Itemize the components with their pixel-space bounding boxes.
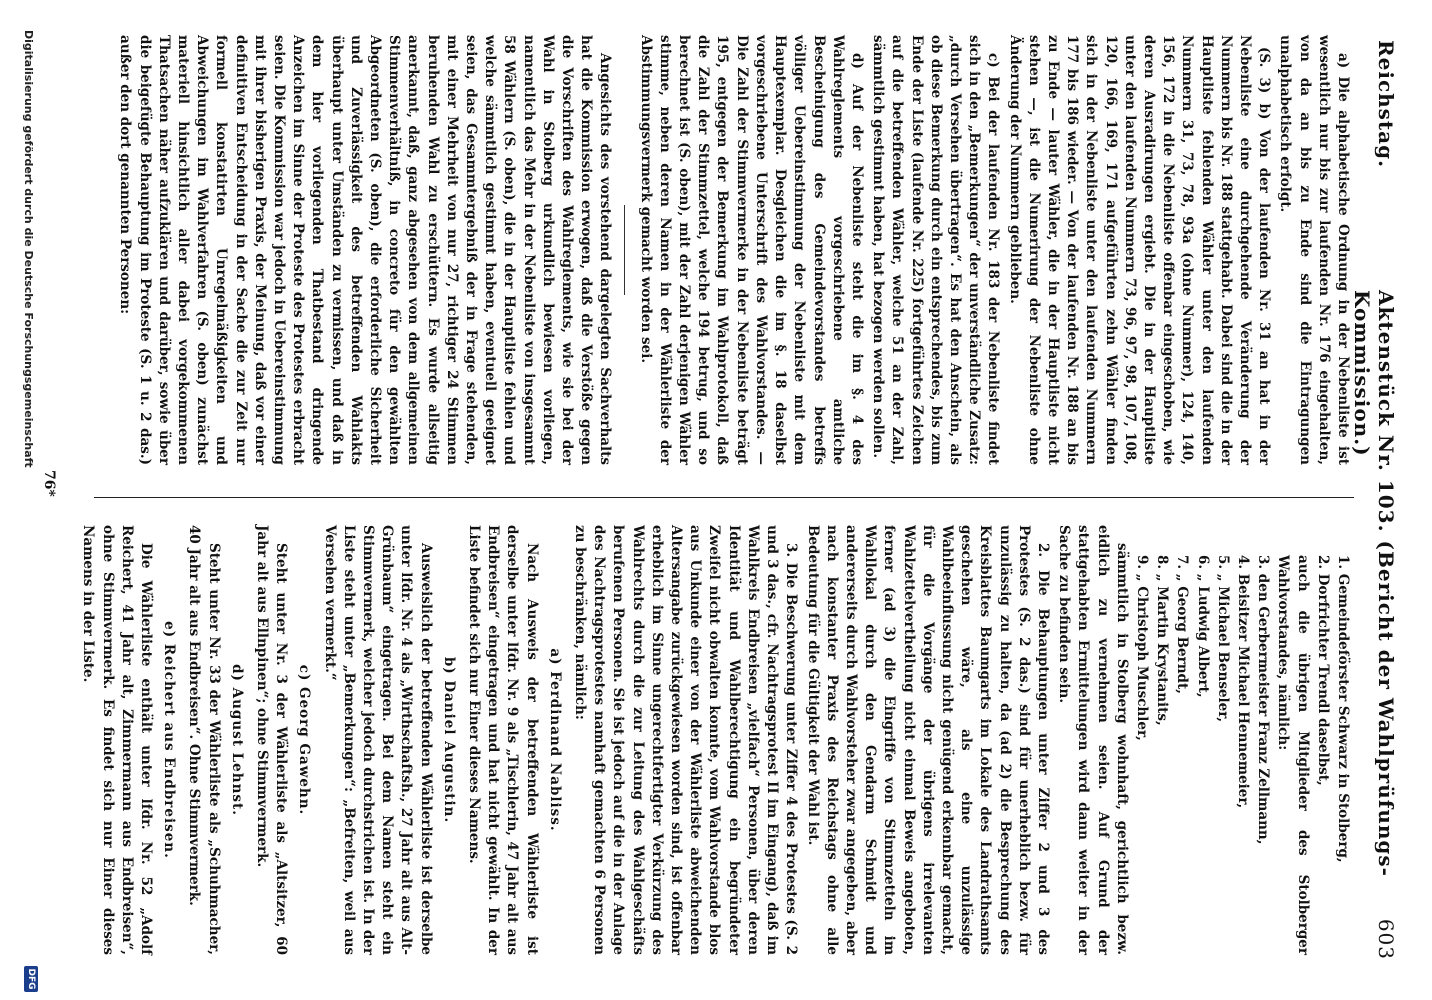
list-line: 6. „ Ludwig Albert, xyxy=(1194,555,1211,698)
list-line: 5. „ Michael Benseler, xyxy=(1214,555,1231,723)
paragraph: Steht unter Nr. 33 der Wählerliste als „Schuhmacher, 40 Jahr alt aus Endbreisen“. Ohne Stimmvermerk. xyxy=(186,525,222,955)
header-left: Reichstag. xyxy=(1374,40,1398,169)
paragraph: 2. Die Behauptungen unter Ziffer 2 und 3 des Protestes (S. 2 das.) sind für unerheblich bezw. für unzulässig zu halten, da (ad 2) die Besprechung des Kreisblattes Baumgarts im Lokale des Landrathsamts geschehen wäre, als eine unzulässige Wahlbeeinflussung nicht genügend erkennbar gemacht, für die Vorgänge der übrigens irrelevanten Wahlzettelvertheilung nicht einmal Beweis angeboten, ferner (ad 3) die Eingriffe von Stimmzetteln im Wahllokal durch den Gendarm Schmidt und andererseits durch Wahlvorsteher zwar angegeben, aber nach konstanter Praxis des Reichstags ohne alle Bedeutung für die Gültigkeit der Wahl ist. xyxy=(804,525,1051,955)
list-line: 2. Dorfrichter Trendl daselbst, xyxy=(1314,555,1331,786)
left-column xyxy=(113,35,1352,465)
section-rule xyxy=(624,205,625,295)
name-heading: d) August Lehnst. xyxy=(228,664,245,816)
paragraph: Angesichts des vorstehend dargelegten Sachverhalts hat die Kommission erwogen, daß die Verstöße gegen die Vorschriften des Wahlreglements, wie sie bei der Wahl in Stolberg urkundlich bewiesen vorliegen, namentlich das Mehr in der Nebenliste von insgesammt 58 Wählern (S. oben), die in der Hauptliste fehlen und welche sämmtlich gestimmt haben, eventuell geeignet seien, das Gesammtergebniß der in Frage stehenden, mit einer Mehrheit von nur 27, richtiger 24 Stimmen beruhenden Wahl zu erschüttern. Es wurde allseitig anerkannt, daß, ganz abgesehen von dem allgemeinen Stimmenverhältniß, in concreto für den gewählten Abgeordneten (S. oben), die erforderliche Sicherheit und Zuverlässigkeit des betreffenden Wahlakts überhaupt unter Umständen zu vermissen, und daß in dem hier vorliegenden Thatbestand dringende Anzeichen im Sinne der Proteste des Protestes erbracht seien. Die Kommission war jedoch in Uebereinstimmung mit ihrer bisherigen Praxis, der Meinung, daß vor einer definitiven Entscheidung in der Sache die zur Zeit nur formell konstatirten Unregelmäßigkeiten und Abweichungen im Wahlverfahren (S. oben) zunächst materiell hinsichtlich aller dabei vorgekommenen Thatsachen näher aufzuklären und darüber, sowie über die beigefügte Behauptung im Proteste (S. 1 u. 2 das.) außer den dort genannten Personen: xyxy=(117,35,614,465)
margin-note: (S. 3) xyxy=(1256,47,1273,104)
digitization-sidebar xyxy=(18,0,40,1000)
paragraph: Steht unter Nr. 3 der Wählerliste als „Altsitzer, 60 Jahr alt aus Ellnpinen“; ohne Stimmvermerk. xyxy=(254,525,290,955)
paragraph: Die Wählerliste enthält unter lfdr. Nr. 52 „Adolf Reichert, 41 Jahr alt, Zimmermann aus Endbreisen“, ohne Stimmvermerk. Es findet sich nur Einer dieses Namens in der Liste. xyxy=(80,525,155,955)
page-header xyxy=(1350,40,1404,960)
paragraph: a) Die alphabetische Ordnung in der Nebenliste ist wesentlich nur bis zur laufenden Nr. 176 eingehalten, von da an bis zu Ende sind die Eintragungen unalphabetisch erfolgt. xyxy=(1277,35,1351,465)
name-heading: c) Georg Gawehn. xyxy=(296,664,313,816)
paragraph: d) Auf der Nebenliste steht die im §. 4 des Wahlreglements vorgeschriebene amtliche Bescheinigung des Gemeindevorstandes betreffs völliger Uebereinstimmung der Nebenliste mit dem Hauptexemplar. Desgleichen die im §. 18 daselbst vorgeschriebene Unterschrift des Wahlvorstandes. — Die Zahl der Stimmvermerke in der Nebenliste beträgt 195, entgegen der Bemerkung im Wahlprotokoll, daß die Zahl der Stimmzettel, welche 194 betrug, und so berechnet ist (S. oben), mit der Zahl derjenigen Wähler stimme, neben deren Namen in der Wählerliste der Abstimmungsvermerk gemacht worden sei. xyxy=(637,35,865,465)
paragraph: (S. 3) b) Von der laufenden Nr. 31 an hat in der Nebenliste eine durchgehende Veränderung der Nummern bis Nr. 188 stattgehabt. Dabei sind die in der Hauptliste fehlenden Wähler unter den laufenden Nummern 31, 73, 78, 93a (ohne Nummer), 124, 140, 156, 172 in die Nebenliste offenbar eingeschoben, wie deren Ausradirungen ergiebt. Die in der Hauptliste unter den laufenden Nummern 73, 96, 97, 98, 107, 108, 120, 166, 169, 171 aufgeführten zehn Wähler finden sich in der Nebenliste unter den laufenden Nummern 177 bis 186 wieder. — Von der laufenden Nr. 188 an bis zu Ende — lauter Wähler, die in der Hauptliste nicht stehen —, ist die Numerirung der Nebenliste ohne Änderung der Nummern geblieben. xyxy=(1006,35,1273,465)
page-number: 603 xyxy=(1374,918,1398,960)
paragraph: sämmtlich in Stolberg wohnhaft, gerichtlich bezw. eidlich zu vernehmen seien. Auf Grund der stattgehabten Ermittelungen wird dann weiter in der Sache zu befinden sein. xyxy=(1056,525,1130,955)
list-line: 7. „ Georg Berndt, xyxy=(1174,555,1191,694)
paragraph: c) Bei der laufenden Nr. 183 der Nebenliste findet sich in den „Bemerkungen“ der unverständliche Zusatz: „durch Versehen übertragen“. Es hat den Anschein, als ob diese Bemerkung durch ein entsprechendes, bis zum Ende der Liste (laufende Nr. 225) fortgeführtes Zeichen auf die betreffenden Wähler, welche 51 an der Zahl, sämmtlich gestimmt haben, hat bezogen werden sollen. xyxy=(870,35,1002,465)
list-line: 3. den Gerbermeister Franz Zellmann, xyxy=(1255,555,1272,845)
header-center: Aktenstück Nr. 103. (Bericht der Wahlprüfungs-Kommission.) xyxy=(1350,290,1398,877)
sidebar-text: Digitalisierung gefördert durch die Deutsche Forschungsgemeinschaft xyxy=(22,30,35,468)
list-line: 4. Beisitzer Michael Hennemeier, xyxy=(1234,555,1251,809)
paragraph: Ausweislich der betreffenden Wählerliste ist derselbe unter lfdr. Nr. 4 als „Wirthschaftsh., 27 Jahr alt aus Alt-Grünbaum“ eingetragen. Bei dem Namen steht ein Stimmvermerk, welcher jedoch durchstrichen ist. In der Liste steht unter „Bemerkungen“: „Befreiten, weil aus Versehen vermerkt.“ xyxy=(321,525,434,955)
right-column xyxy=(76,525,1352,955)
name-heading: a) Ferdinand Nabliss. xyxy=(546,648,563,832)
name-heading: b) Daniel Augustin. xyxy=(440,656,457,824)
dfg-logo: DFG xyxy=(24,966,38,992)
list-line: 9. „ Christoph Muschler, xyxy=(1133,555,1150,741)
list-line: 8. „ Martin Krystanits, xyxy=(1154,555,1171,726)
column-divider xyxy=(94,497,1354,498)
name-heading: e) Reichert aus Endbreisen. xyxy=(161,621,178,859)
paragraph: Nach Ausweis der betreffenden Wählerliste ist derselbe unter lfdr. Nr. 9 als „Tischlerin, 47 Jahr alt aus Endbreisen“ eingetragen und hat nicht gewählt. In der Liste befindet sich nur Einer dieses Namens. xyxy=(466,525,540,955)
paragraph: 3. Die Beschwerung unter Ziffer 4 des Protestes (S. 2 und 3 das., cfr. Nachtragsprotest II im Eingang), daß im Wahlkreis Endbreisen „vielfach“ Personen, über deren Identität und Wahlberechtigung ein begründeter Zweifel nicht obwalten konnte, vom Wahlvorstande blos aus Unkunde einer von der Wählerliste abweichenden Altersangabe zurückgewiesen worden sind, ist offenbar erheblich im Sinne ungerechtfertigter Verkürzung des Wahlrechts durch die zur Leitung des Wahlgeschäfts berufenen Personen. Sie ist jedoch auf die in der Anlage des Nachtragsprotestes namhaft gemachten 6 Personen zu beschränken, nämlich: xyxy=(572,525,800,955)
list-line: 1. Gemeindeförster Schwarz in Stolberg, xyxy=(1335,555,1351,863)
page-footer: 76* xyxy=(41,470,57,497)
list-line: auch die übrigen Mitglieder des Stolberger Wahlvorstandes, nämlich: xyxy=(1275,555,1311,955)
